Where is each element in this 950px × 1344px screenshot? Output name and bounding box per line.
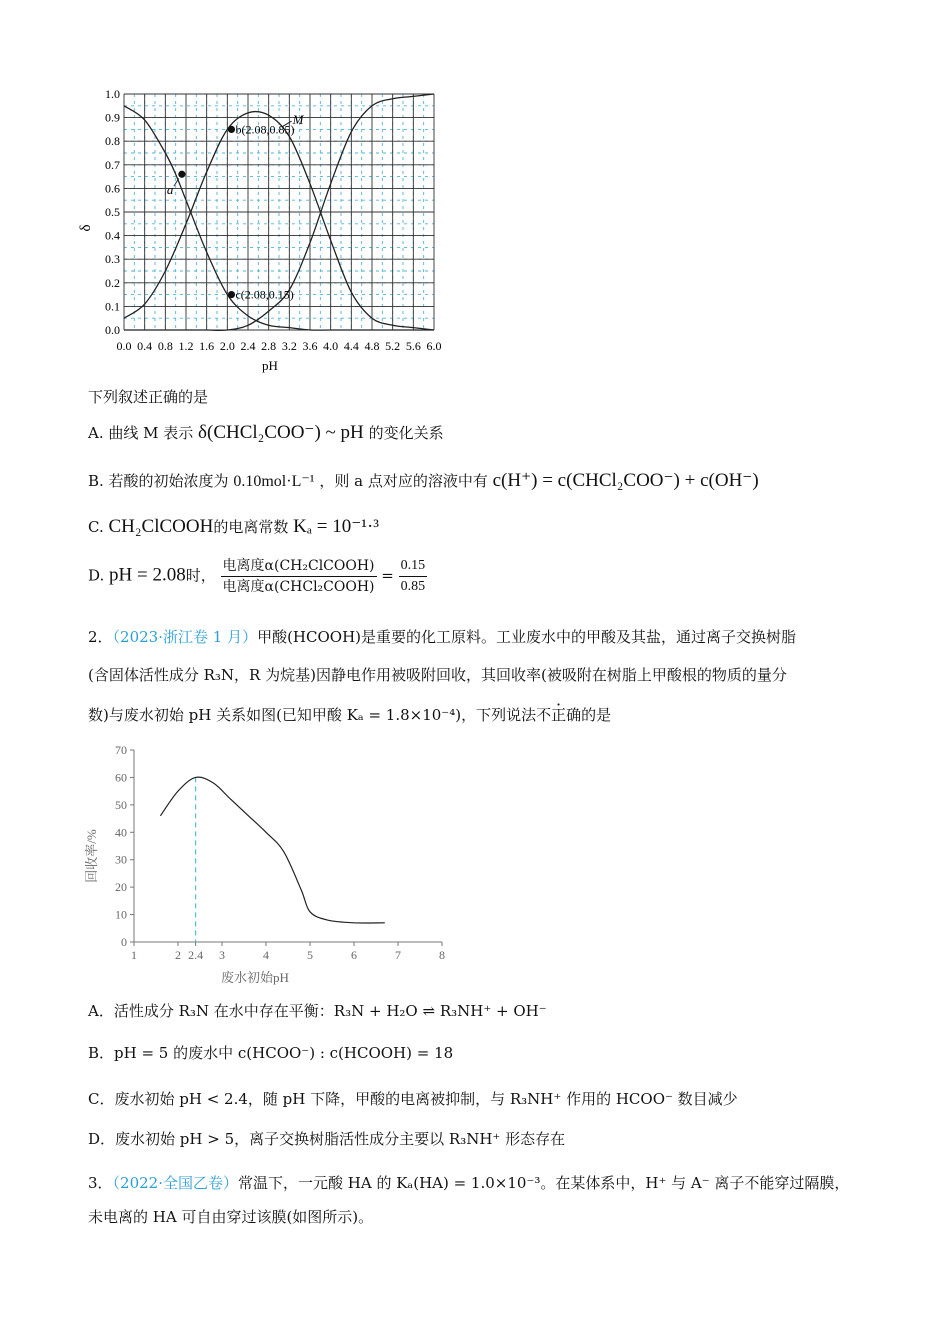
y-tick-label: 0.4	[105, 228, 120, 243]
y-tick-label: 0.1	[105, 299, 120, 314]
point-a	[178, 171, 185, 178]
q1-d-den: 电离度α(CHCl₂COOH)	[222, 579, 375, 595]
q1-d-ratio	[399, 556, 428, 597]
q2-option-d: D．废水初始 pH > 5，离子交换树脂活性成分主要以 R₃NH⁺ 形态存在	[88, 1130, 566, 1148]
q2-stem-3c: 的是	[581, 706, 612, 724]
q1-a-post: 的变化关系	[368, 424, 444, 442]
x-tick-label: 4.4	[343, 339, 359, 353]
point-b	[228, 126, 235, 133]
recovery-chart	[80, 738, 460, 990]
q1-b-conc: 0.10mol·L⁻¹	[233, 473, 315, 490]
x-tick-label: 5	[307, 948, 313, 962]
x-tick-label: 5.2	[385, 339, 401, 353]
point-a-leader	[174, 178, 179, 186]
q2-line-2: (含固体活性成分 R₃N，R 为烷基)因静电作用被吸附回收，其回收率(被吸附在树脂上甲酸根的物质的量分	[88, 666, 787, 684]
point-label-c: c(2.08,0.15)	[235, 287, 294, 302]
q1-option-b	[88, 470, 759, 493]
y-tick-label: 0	[121, 935, 127, 949]
q3-source: （2022·全国乙卷）	[112, 1174, 238, 1192]
q1-option-d: D. pH = 2.08时， $\frac{\text{电离度α(CH₂ClCOOH)}}{\text{电离度α(CHCl₂COOH)}}$ = $\frac{0.15}{0.85}$	[88, 558, 426, 595]
q1-a-text: A. 曲线 M 表示	[88, 424, 194, 442]
q1-d-rnum: 0.15	[399, 556, 428, 577]
x-tick-label: 0.8	[157, 339, 173, 353]
q2-emphasis: 不正确	[536, 706, 582, 724]
x-tick-label: 2	[175, 948, 181, 962]
chart2-y-ticks	[115, 743, 134, 949]
y-tick-label: 0.2	[105, 275, 120, 290]
q1-c-formula: CH₂ClCOOH	[108, 516, 214, 537]
q1-option-c	[88, 516, 379, 538]
q3-stem-1: 常温下，一元酸 HA 的 Kₐ(HA) = 1.0×10⁻³。在某体系中，H⁺ 与 A⁻ 离子不能穿过隔膜，	[238, 1174, 850, 1192]
series-label-m: M	[292, 112, 304, 128]
chart2-x-ticks	[131, 942, 445, 962]
x-tick-label: 3	[219, 948, 225, 962]
q2-source: （2023·浙江卷 1 月）	[112, 628, 258, 646]
x-tick-label: 2.8	[261, 339, 277, 353]
q1-a-math: δ(CHCl₂COO⁻) ~ pH	[198, 422, 364, 443]
chart1-y-label: δ	[78, 224, 94, 232]
q2-stem-1: 甲酸(HCOOH)是重要的化工原料。工业废水中的甲酸及其盐，通过离子交换树脂	[257, 628, 797, 646]
q1-b-eq: c(H⁺) = c(CHCl₂COO⁻) + c(OH⁻)	[492, 470, 759, 491]
y-tick-label: 70	[115, 743, 127, 757]
x-tick-label: 5.6	[405, 339, 421, 353]
x-tick-label: 7	[395, 948, 401, 962]
chart1-x-ticks	[117, 339, 442, 353]
x-tick-label: 1.6	[199, 339, 215, 353]
q1-d-fraction	[221, 556, 377, 597]
x-tick-label: 6	[351, 948, 357, 962]
x-tick-label: 0.4	[137, 339, 153, 353]
q1-d-ph: pH = 2.08	[109, 564, 186, 586]
y-tick-label: 60	[115, 770, 127, 785]
point-label-a: a	[166, 182, 174, 198]
x-tick-label: 2.0	[219, 339, 235, 353]
chart1-x-label: pH	[262, 358, 278, 373]
x-tick-label: 0.0	[116, 339, 132, 353]
q1-d-num: 电离度α(CH₂ClCOOH)	[221, 556, 377, 577]
x-tick-label: 4.0	[323, 339, 339, 353]
q1-prompt: 下列叙述正确的是	[88, 388, 209, 406]
q1-c-ka: Kₐ = 10⁻¹·³	[293, 516, 379, 537]
y-tick-label: 40	[115, 825, 127, 840]
chart2-axes	[134, 750, 442, 942]
point-label-b: b(2.08,0.85)	[235, 122, 295, 137]
y-tick-label: 20	[115, 880, 127, 895]
x-tick-label: 3.6	[302, 339, 318, 353]
x-tick-label: 1	[131, 948, 137, 962]
y-tick-label: 0.8	[105, 134, 120, 149]
y-tick-label: 0.7	[105, 157, 120, 172]
y-tick-label: 10	[115, 907, 127, 922]
y-tick-label: 50	[115, 797, 127, 812]
x-tick-label: 4	[263, 948, 269, 962]
y-tick-label: 0.6	[105, 181, 120, 196]
y-tick-label: 0.3	[105, 252, 120, 267]
q1-d-mid: 时，	[185, 566, 216, 585]
q1-c-label: C.	[88, 518, 104, 536]
q1-b-text: B. 若酸的初始浓度为	[88, 472, 229, 490]
chart1-y-ticks	[105, 87, 120, 337]
x-tick-label: 2.4	[188, 948, 204, 962]
q2-number: 2．	[88, 628, 113, 646]
q1-b-mid: ，则 a 点对应的溶液中有	[319, 472, 488, 490]
chart2-y-label: 回收率/%	[84, 829, 99, 883]
point-c	[228, 291, 235, 298]
y-tick-label: 0.9	[105, 110, 120, 125]
q1-c-mid: 的电离常数	[213, 518, 289, 536]
chart2-x-label: 废水初始pH	[221, 970, 289, 985]
x-tick-label: 3.2	[281, 339, 297, 353]
q2-option-a: A．活性成分 R₃N 在水中存在平衡：R₃N + H₂O ⇌ R₃NH⁺ + OH⁻	[88, 1002, 547, 1020]
recovery-curve	[160, 777, 384, 923]
x-tick-label: 8	[439, 948, 445, 962]
y-tick-label: 30	[115, 852, 127, 867]
chart2-series	[160, 777, 384, 942]
y-tick-label: 0.0	[105, 323, 120, 337]
q2-option-c: C．废水初始 pH < 2.4，随 pH 下降，甲酸的电离被抑制，与 R₃NH⁺ 作用的 HCOO⁻ 数目减少	[88, 1090, 738, 1108]
y-tick-label: 0.5	[105, 205, 120, 219]
q2-option-b: B．pH = 5 的废水中 c(HCOO⁻) : c(HCOOH) = 18	[88, 1044, 454, 1062]
q2-stem-3a: 数)与废水初始 pH 关系如图(已知甲酸 Kₐ = 1.8×10⁻⁴)，下列说法	[88, 706, 537, 724]
q2-line-3	[88, 704, 611, 726]
q2-line-1	[88, 626, 796, 648]
q1-d-rden: 0.85	[400, 579, 426, 594]
y-tick-label: 1.0	[105, 87, 120, 101]
x-tick-label: 6.0	[426, 339, 442, 353]
q3-line-2: 未电离的 HA 可自由穿过该膜(如图所示)。	[88, 1208, 374, 1226]
x-tick-label: 2.4	[240, 339, 256, 353]
q3-line-1	[88, 1172, 849, 1194]
speciation-chart	[80, 80, 460, 375]
q1-d-label: D.	[88, 566, 105, 585]
x-tick-label: 4.8	[364, 339, 380, 353]
q1-option-a	[88, 422, 444, 444]
x-tick-label: 1.2	[178, 339, 194, 353]
q3-number: 3．	[88, 1174, 113, 1192]
